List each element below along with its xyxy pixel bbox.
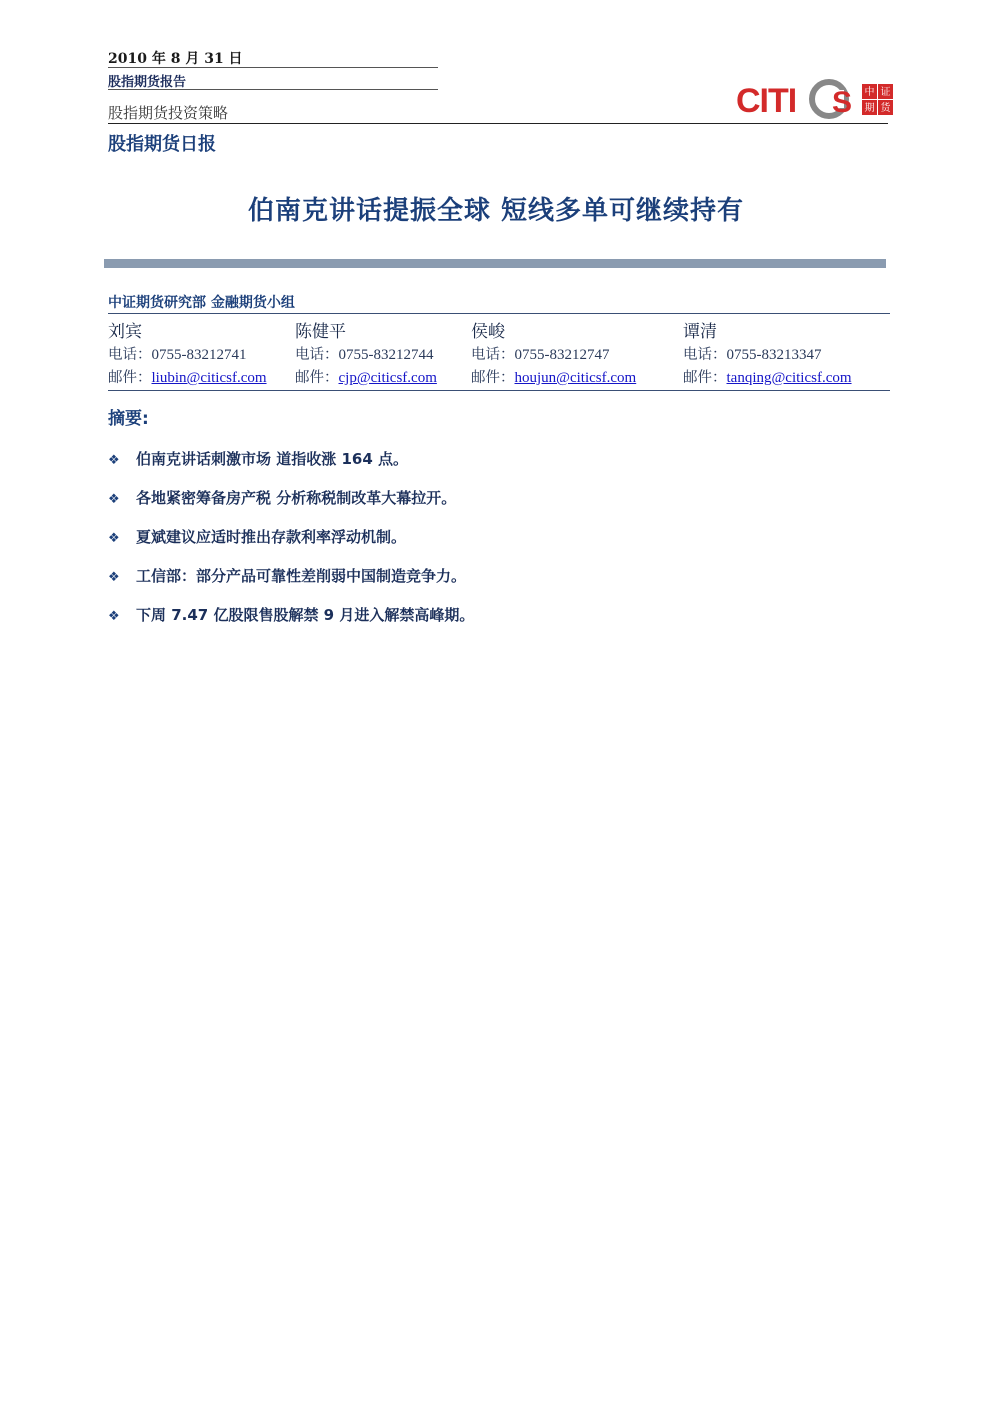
summary-text: 各地紧密筹备房产税 分析称税制改革大幕拉开。 — [136, 489, 457, 507]
citics-logo-graphic — [736, 78, 894, 122]
citics-logo — [736, 78, 894, 122]
summary-title: 摘要: — [108, 409, 149, 429]
diamond-bullet-icon: ❖ — [108, 609, 120, 624]
diamond-bullet-icon: ❖ — [108, 570, 120, 585]
contact-phone: 0755-83212741 — [151, 347, 247, 363]
contact-phone: 0755-83212747 — [514, 347, 610, 363]
summary-text: 工信部：部分产品可靠性差削弱中国制造竞争力。 — [136, 567, 467, 585]
contact-phone: 0755-83212744 — [338, 347, 434, 363]
header-divider — [108, 89, 438, 90]
logo-char: 货 — [880, 103, 891, 114]
header-divider — [108, 67, 438, 68]
team-divider — [108, 313, 890, 314]
contact-name: 陈健平 — [295, 322, 346, 342]
title-bar — [104, 259, 886, 268]
report-title: 伯南克讲话提振全球 短线多单可继续持有 — [247, 196, 745, 226]
summary-list — [108, 448, 474, 643]
report-date: 2010 年 8 月 31 日 — [108, 51, 243, 67]
email-label: 邮件： — [108, 370, 152, 386]
phone-label: 电话： — [295, 347, 339, 363]
phone-label: 电话： — [471, 347, 515, 363]
contact-email-link[interactable]: cjp@citicsf.com — [338, 370, 437, 386]
report-type: 股指期货报告 — [108, 75, 187, 90]
summary-text: 伯南克讲话刺激市场 道指收涨 164 点。 — [136, 450, 408, 468]
contact-name: 侯峻 — [471, 322, 505, 342]
summary-text: 下周 7.47 亿股限售股解禁 9 月进入解禁高峰期。 — [136, 606, 475, 624]
logo-char: 中 — [864, 87, 875, 98]
summary-item — [108, 526, 474, 565]
contact-phone: 0755-83213347 — [726, 347, 822, 363]
contact-email-link[interactable]: tanqing@citicsf.com — [726, 370, 852, 386]
diamond-bullet-icon: ❖ — [108, 531, 120, 546]
contacts-divider — [108, 390, 890, 391]
phone-label: 电话： — [108, 347, 152, 363]
contact-email-link[interactable]: liubin@citicsf.com — [151, 370, 267, 386]
email-label: 邮件： — [683, 370, 727, 386]
phone-label: 电话： — [683, 347, 727, 363]
logo-char: 期 — [864, 103, 875, 114]
contact-card — [108, 320, 267, 390]
summary-item — [108, 487, 474, 526]
contact-name: 刘宾 — [108, 322, 142, 342]
contact-card — [471, 320, 636, 390]
contact-name: 谭清 — [683, 322, 717, 342]
diamond-bullet-icon: ❖ — [108, 453, 120, 468]
header-rule — [108, 123, 888, 124]
contact-email-link[interactable]: houjun@citicsf.com — [514, 370, 637, 386]
summary-text: 夏斌建议应适时推出存款利率浮动机制。 — [136, 528, 407, 546]
svg-text:S: S — [832, 86, 853, 119]
email-label: 邮件： — [295, 370, 339, 386]
email-label: 邮件： — [471, 370, 515, 386]
contact-card — [295, 320, 437, 390]
report-subtitle: 股指期货投资策略 — [108, 104, 229, 122]
summary-item — [108, 604, 474, 643]
diamond-bullet-icon: ❖ — [108, 492, 120, 507]
section-title: 股指期货日报 — [108, 134, 216, 155]
summary-item — [108, 565, 474, 604]
contact-card — [683, 320, 852, 390]
summary-item — [108, 448, 474, 487]
logo-char: 证 — [880, 87, 891, 98]
research-team: 中证期货研究部 金融期货小组 — [108, 295, 295, 311]
svg-text:CITI: CITI — [736, 82, 797, 120]
